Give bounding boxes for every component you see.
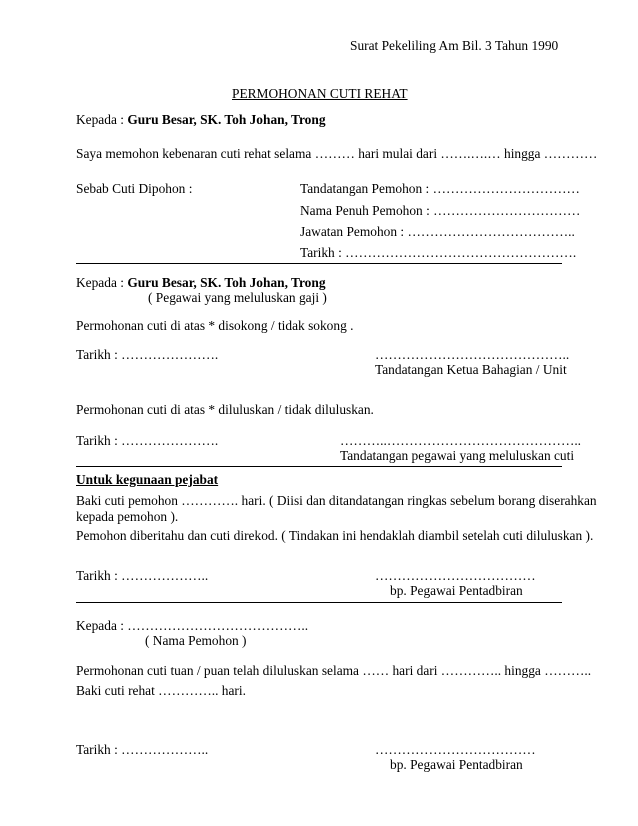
final-admin-signature-label: bp. Pegawai Pentadbiran xyxy=(390,757,523,772)
admin-signature-label: bp. Pegawai Pentadbiran xyxy=(390,583,523,598)
leave-balance-line-cont: kepada pemohon ). xyxy=(76,509,179,524)
circular-reference: Surat Pekeliling Am Bil. 3 Tahun 1990 xyxy=(350,38,559,53)
head-signature-dots: …………………………………….. xyxy=(375,347,570,362)
head-signature-label: Tandatangan Ketua Bahagian / Unit xyxy=(375,362,567,377)
recipient-line xyxy=(76,275,326,291)
recipient-note: ( Pegawai yang meluluskan gaji ) xyxy=(148,290,327,305)
form-title: PERMOHONAN CUTI REHAT xyxy=(232,86,408,101)
approver-signature-dots: ………..…………………………………….. xyxy=(340,433,582,448)
final-admin-signature-dots: ……………………………… xyxy=(375,742,536,757)
applicant-fullname-field: Nama Penuh Pemohon : …………………………… xyxy=(300,203,581,218)
notification-line: Pemohon diberitahu dan cuti direkod. ( Tindakan ini hendaklah diambil setelah cuti diluluskan ). xyxy=(76,528,594,543)
applicant-recipient-line: Kepada : ………………………………….. xyxy=(76,618,309,633)
divider xyxy=(76,602,562,603)
final-date-field: Tarikh : ……………….. xyxy=(76,742,209,757)
office-use-heading: Untuk kegunaan pejabat xyxy=(76,472,219,487)
approved-leave-line: Permohonan cuti tuan / puan telah diluluskan selama …… hari dari ………….. hingga ……….. xyxy=(76,663,592,678)
support-decision-line: Permohonan cuti di atas * disokong / tidak sokong . xyxy=(76,318,354,333)
support-date-field: Tarikh : …………………. xyxy=(76,347,219,362)
recipient-name: Guru Besar, SK. Toh Johan, Trong xyxy=(127,112,326,127)
approver-signature-label: Tandatangan pegawai yang meluluskan cuti xyxy=(340,448,575,463)
recipient-label: Kepada : xyxy=(76,275,128,290)
recipient-name: Guru Besar, SK. Toh Johan, Trong xyxy=(127,275,326,290)
applicant-date-field: Tarikh : ……………………………………………. xyxy=(300,245,577,260)
recipient-label: Kepada : xyxy=(76,112,128,127)
admin-signature-dots: ……………………………… xyxy=(375,568,536,583)
approval-decision-line: Permohonan cuti di atas * diluluskan / tidak diluluskan. xyxy=(76,402,374,417)
divider xyxy=(76,466,562,467)
applicant-position-field: Jawatan Pemohon : ……………………………….. xyxy=(300,224,575,239)
applicant-name-note: ( Nama Pemohon ) xyxy=(145,633,247,648)
leave-request-line: Saya memohon kebenaran cuti rehat selama ……… hari mulai dari …….….… hingga ………… xyxy=(76,146,598,161)
leave-balance-line: Baki cuti pemohon …………. hari. ( Diisi dan ditandatangan ringkas sebelum borang diserahkan xyxy=(76,493,597,508)
applicant-signature-field: Tandatangan Pemohon : …………………………… xyxy=(300,181,580,196)
remaining-balance-line: Baki cuti rehat ………….. hari. xyxy=(76,683,246,698)
approval-date-field: Tarikh : …………………. xyxy=(76,433,219,448)
divider xyxy=(76,263,562,264)
reason-label: Sebab Cuti Dipohon : xyxy=(76,181,193,196)
recipient-line xyxy=(76,112,326,128)
office-date-field: Tarikh : ……………….. xyxy=(76,568,209,583)
